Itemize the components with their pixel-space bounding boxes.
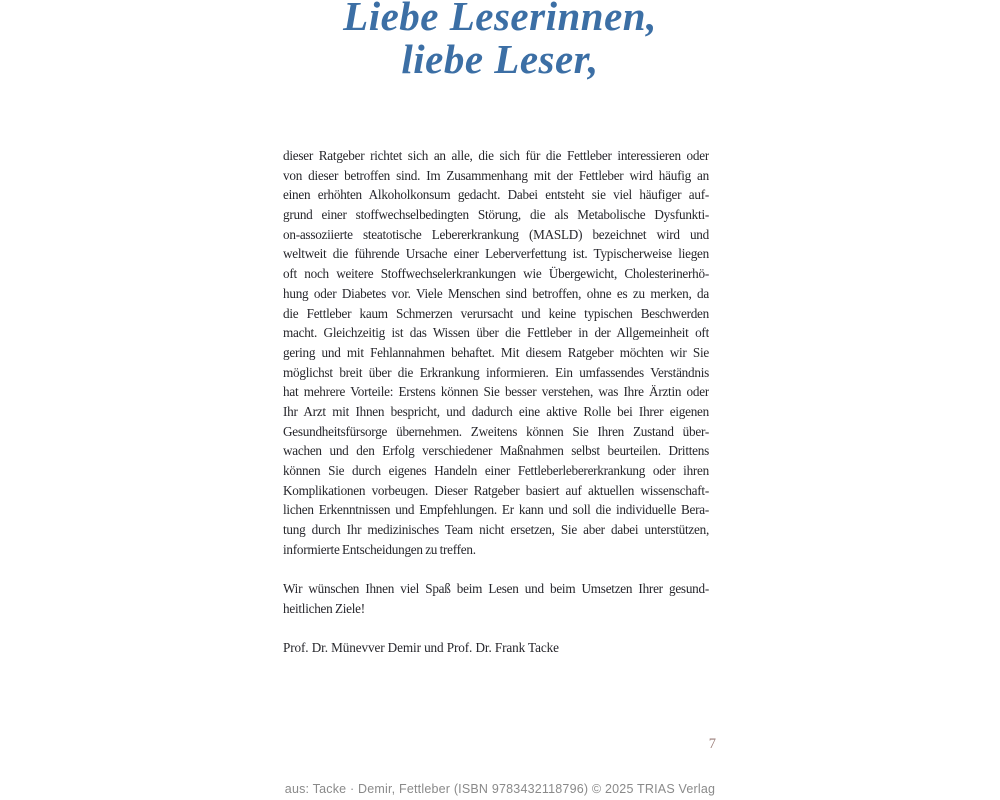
intro-paragraph: [283, 146, 709, 559]
text-line: informierte Entscheidungen zu treffen.: [283, 541, 476, 557]
text-line: on-assoziierte steatotische Lebererkrankung (MASLD) bezeichnet wird und: [283, 226, 709, 242]
text-line: heitlichen Ziele!: [283, 600, 365, 616]
authors-signature: Prof. Dr. Münevver Demir und Prof. Dr. Frank Tacke: [283, 640, 559, 656]
text-line: wachen und den Erfolg verschiedener Maßnahmen selbst beurteilen. Drittens: [283, 443, 709, 459]
text-line: von dieser betroffen sind. Im Zusammenhang mit der Fettleber wird häufig an: [283, 167, 709, 183]
title-line-1: Liebe Leserinnen,: [343, 0, 657, 39]
text-line: Wir wünschen Ihnen viel Spaß beim Lesen und beim Umsetzen Ihrer gesund-: [283, 581, 709, 597]
text-line: Ihr Arzt mit Ihnen bespricht, und dadurch eine aktive Rolle bei Ihrer eigenen: [283, 403, 709, 419]
text-block: [283, 146, 709, 658]
text-line: dieser Ratgeber richtet sich an alle, die sich für die Fettleber interessieren oder: [283, 148, 709, 163]
page-number: 7: [708, 736, 716, 752]
text-line: oft noch weitere Stoffwechselerkrankungen wie Übergewicht, Cholesterinerhö-: [283, 266, 709, 282]
text-line: hat mehrere Vorteile: Erstens können Sie besser verstehen, was Ihre Ärztin oder: [283, 384, 709, 400]
text-line: grund einer stoffwechselbedingten Störung, die als Metabolische Dysfunkti-: [283, 207, 709, 223]
text-line: einen erhöhten Alkoholkonsum gedacht. Dabei entsteht sie viel häufiger auf-: [283, 187, 709, 203]
text-line: macht. Gleichzeitig ist das Wissen über die Fettleber in der Allgemeinheit oft: [283, 325, 709, 341]
credit-line: aus: Tacke · Demir, Fettleber (ISBN 9783432118796) © 2025 TRIAS Verlag: [284, 782, 716, 796]
text-line: können Sie durch eigenes Handeln einer Fettleberlebererkrankung oder ihren: [283, 463, 709, 478]
title-line-2: liebe Leser,: [401, 36, 599, 82]
text-line: weltweit die führende Ursache einer Leberverfettung ist. Typischerweise liegen: [283, 246, 709, 262]
wishes-paragraph: [283, 579, 709, 618]
text-line: hung oder Diabetes vor. Viele Menschen sind betroffen, ohne es zu merken, da: [283, 285, 709, 301]
text-line: Komplikationen vorbeugen. Dieser Ratgeber basiert auf aktuellen wissenschaft-: [283, 482, 709, 498]
text-line: die Fettleber kaum Schmerzen verursacht und keine typischen Beschwerden: [283, 305, 709, 321]
text-line: Gesundheitsfürsorge übernehmen. Zweitens können Sie Ihren Zustand über-: [283, 423, 709, 439]
text-line: tung durch Ihr medizinisches Team nicht ersetzen, Sie aber dabei unterstützen,: [283, 522, 709, 538]
text-line: gering und mit Fehlannahmen behaftet. Mit diesem Ratgeber möchten wir Sie: [283, 344, 709, 360]
text-line: lichen Erkenntnissen und Empfehlungen. Er kann und soll die individuelle Bera-: [283, 502, 709, 518]
text-line: möglichst breit über die Erkrankung informieren. Ein umfassendes Verständnis: [283, 364, 709, 380]
page-title: [0, 0, 1000, 81]
